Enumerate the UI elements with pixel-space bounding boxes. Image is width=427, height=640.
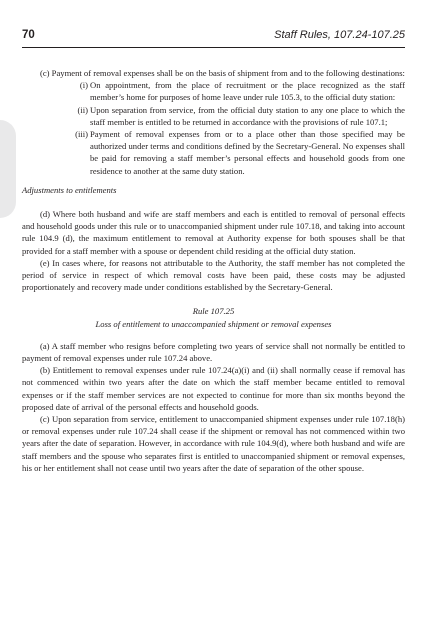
destination-list <box>22 79 405 177</box>
list-item-number: (iii) <box>75 129 88 140</box>
running-title: Staff Rules, 107.24-107.25 <box>274 29 405 41</box>
list-item-number: (i) <box>79 80 88 91</box>
page-body <box>22 67 405 474</box>
page-number: 70 <box>22 29 35 41</box>
side-tab <box>0 120 16 218</box>
rule-subtitle: Loss of entitlement to unaccompanied shipment or removal expenses <box>95 318 332 329</box>
list-item-text: Payment of removal expenses from or to a place other than those specified may be authorized under terms and conditions defined by the Secretary-General. No expenses shall be paid for removing a staff member’s personal effects and household goods from one residence to another at the same duty station. <box>90 129 405 176</box>
paragraph-d: (d) Where both husband and wife are staff members and each is entitled to removal of personal effects and household goods under this rule or to unaccompanied shipment under rule 107.18, and taking into account rule 104.9 (d), the maximum entitlement to removal at Authority expense for both spouses shall be that provided for a staff member with a spouse or dependent child residing at the official duty station. <box>22 209 405 256</box>
paragraph-e: (e) In cases where, for reasons not attributable to the Authority, the staff member has not completed the period of service in respect of which removal costs have been paid, these costs may be adjusted proportionately and recovery made under conditions established by the Secretary-General. <box>22 257 405 293</box>
list-item <box>22 79 405 103</box>
rule-paragraph-c: (c) Upon separation from service, entitlement to unaccompanied shipment expenses under rule 107.18(h) or removal expenses under rule 107.24 shall cease if the shipment or removal has not commenced within two years after the date of separation. However, in accordance with rule 104.9(d), where both husband and wife are staff members and the spouse who separates first is entitled to unaccompanied shipment or removal expenses, his or her entitlement shall not cease until two years after the date of separation of the other spouse. <box>22 414 405 473</box>
list-item <box>22 104 405 128</box>
rule-paragraph-b: (b) Entitlement to removal expenses under rule 107.24(a)(i) and (ii) shall normally cease if removal has not commenced within two years after the date on which the staff member became entitled to removal expenses or if the staff member services are not expected to continue for more than six months beyond the proposed date of arrival of the personal effects and household goods. <box>22 365 405 412</box>
header-rule <box>22 47 405 48</box>
page-header <box>22 28 405 44</box>
section-heading: Adjustments to entitlements <box>22 184 117 195</box>
rule-paragraph-a: (a) A staff member who resigns before completing two years of service shall not normally be entitled to payment of removal expenses under rule 107.24 above. <box>22 340 405 364</box>
list-item-text: Upon separation from service, from the official duty station to any one place to which the staff member is entitled to be returned in accordance with the provisions of rule 107.1; <box>90 104 405 127</box>
list-item-text: On appointment, from the place of recruitment or the place recognized as the staff member’s home for purposes of home leave under rule 105.3, to the official duty station: <box>90 80 405 103</box>
rule-title: Rule 107.25 <box>192 306 235 317</box>
list-item-number: (ii) <box>77 104 88 115</box>
list-item <box>22 128 405 177</box>
paragraph-c: (c) Payment of removal expenses shall be on the basis of shipment from and to the following destinations: <box>40 68 405 78</box>
